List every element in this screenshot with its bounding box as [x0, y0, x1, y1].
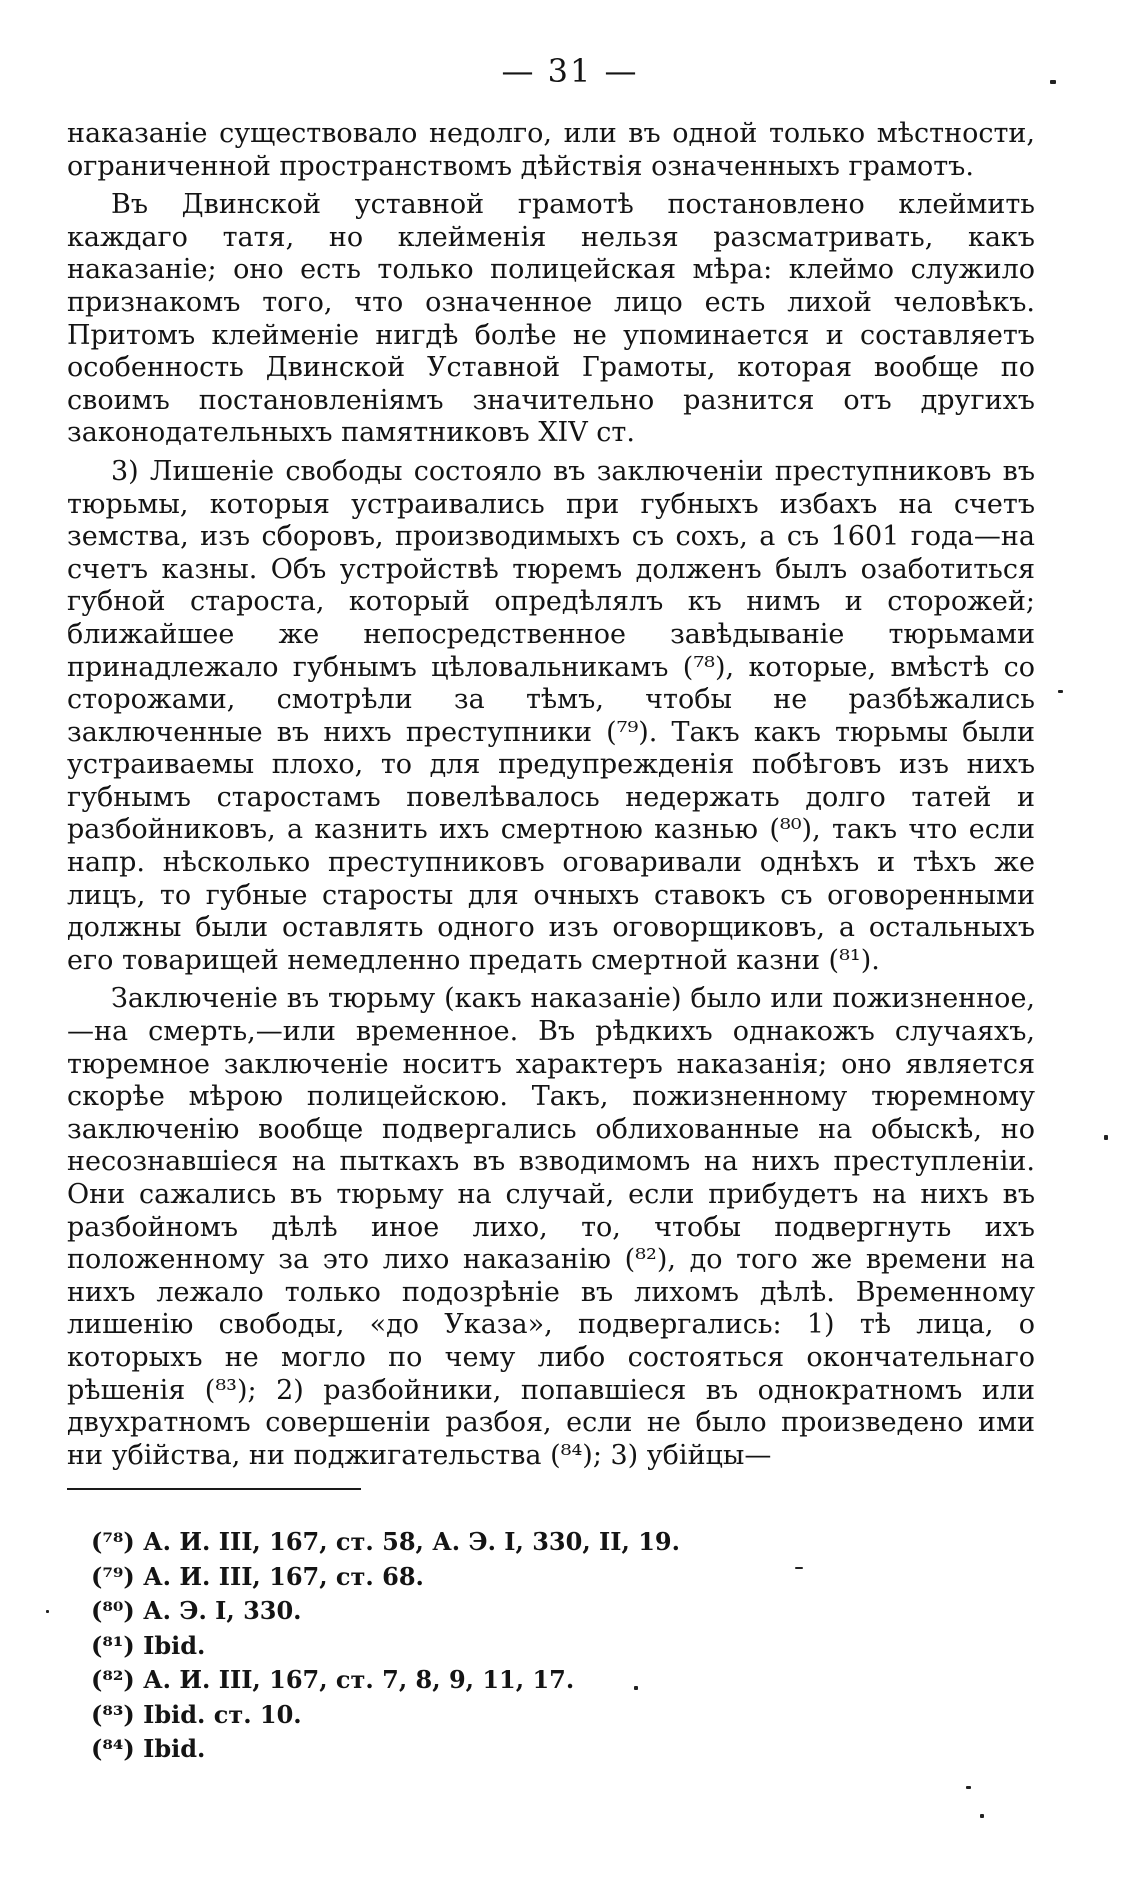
paragraph: Заключеніе въ тюрьму (какъ наказаніе) было или пожизненное,—на смерть,—или временное. Въ рѣдкихъ однакожъ случаяхъ, тюремное заключеніе носитъ характеръ наказанія; оно является скорѣе мѣрою полицейскою. Такъ, пожизненному тюремному заключенію вообще подвергались облихованные на обыскѣ, но несознавшіеся на пыткахъ въ взводимомъ на нихъ преступленіи. Они сажались въ тюрьму на случай, если прибудетъ на нихъ въ разбойномъ дѣлѣ иное лихо, то, чтобы подвергнуть ихъ положенному за это лихо наказанію (⁸²), до того же времени на нихъ лежало только подозрѣніе въ лихомъ дѣлѣ. Временному лишенію свободы, «до Указа», подвергались: 1) тѣ лица, о которыхъ не могло по чему либо состояться окончательнаго рѣшенія (⁸³); 2) разбойники, попавшіеся въ однократномъ или двухратномъ совершеніи разбоя, если не было произведено ими ни убійства, ни поджигательства (⁸⁴); 3) убійцы—: [67, 983, 1035, 1471]
paragraph: наказаніе существовало недолго, или въ одной только мѣстности, ограниченной пространствомъ дѣйствія означенныхъ грамотъ.: [67, 118, 1035, 182]
scan-speck: [795, 1567, 803, 1569]
footnote: (⁸⁴) Ibid.: [91, 1734, 206, 1763]
paragraph: Въ Двинской уставной грамотѣ постановлено клеймить каждаго татя, но клейменія нельзя разсматривать, какъ наказаніе; оно есть только полицейская мѣра: клеймо служило признакомъ того, что означенное лицо есть лихой человѣкъ. Притомъ клейменіе нигдѣ болѣе не упоминается и составляетъ особенность Двинской Уставной Грамоты, которая вообще по своимъ постановленіямъ значительно разнится отъ другихъ законодательныхъ памятниковъ XIV ст.: [67, 189, 1035, 449]
scan-speck: [46, 1610, 49, 1613]
body-text: [67, 118, 1035, 1478]
scan-speck: [634, 1686, 638, 1690]
scan-speck: [1058, 690, 1063, 693]
scan-speck: [980, 1814, 984, 1818]
footnote: (⁸²) А. И. III, 167, ст. 7, 8, 9, 11, 17.: [91, 1665, 575, 1694]
footnote: (⁷⁸) А. И. III, 167, ст. 58, А. Э. I, 330, II, 19.: [91, 1527, 680, 1556]
footnote: (⁸⁰) А. Э. I, 330.: [91, 1596, 302, 1625]
page-number: — 31 —: [501, 52, 639, 90]
scan-speck: [966, 1786, 971, 1789]
scan-speck: [1104, 1135, 1108, 1140]
footnotes: [91, 1525, 791, 1767]
footnote: (⁷⁹) А. И. III, 167, ст. 68.: [91, 1561, 424, 1591]
scan-speck: [1050, 80, 1056, 84]
footnote: (⁸¹) Ibid.: [91, 1630, 206, 1660]
paragraph: 3) Лишеніе свободы состояло въ заключеніи преступниковъ въ тюрьмы, которыя устраивались при губныхъ избахъ на счетъ земства, изъ сборовъ, производимыхъ съ сохъ, а съ 1601 года—на счетъ казны. Объ устройствѣ тюремъ долженъ былъ озаботиться губной староста, который опредѣлялъ къ нимъ и сторожей; ближайшее же непосредственное завѣдываніе тюрьмами принадлежало губнымъ цѣловальникамъ (⁷⁸), которые, вмѣстѣ со сторожами, смотрѣли за тѣмъ, чтобы не разбѣжались заключенные въ нихъ преступники (⁷⁹). Такъ какъ тюрьмы были устраиваемы плохо, то для предупрежденія побѣговъ изъ нихъ губнымъ старостамъ повелѣвалось недержать долго татей и разбойниковъ, а казнить ихъ смертною казнью (⁸⁰), такъ что если напр. нѣсколько преступниковъ оговаривали однѣхъ и тѣхъ же лицъ, то губные старосты для очныхъ ставокъ съ оговоренными должны были оставлять одного изъ оговорщиковъ, а остальныхъ его товарищей немедленно предать смертной казни (⁸¹).: [67, 455, 1035, 976]
footnote: (⁸³) Ibid. ст. 10.: [91, 1699, 302, 1729]
footnote-divider: [67, 1488, 361, 1490]
